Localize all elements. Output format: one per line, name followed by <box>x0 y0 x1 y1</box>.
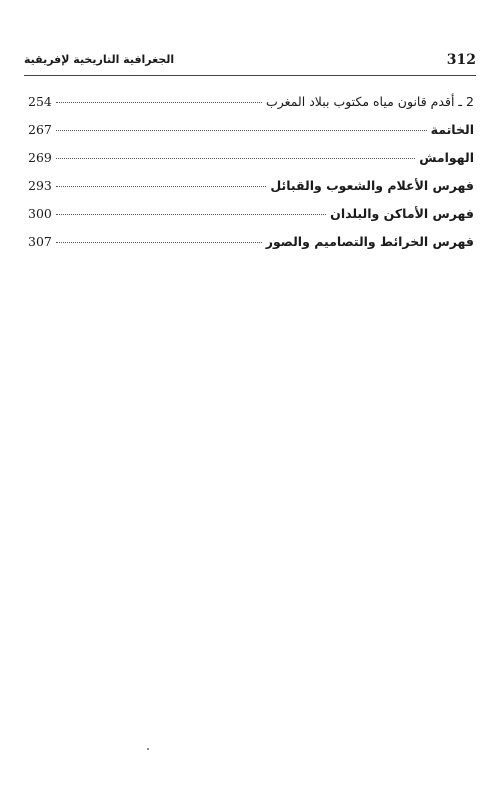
toc-entry-title: الهوامش <box>419 150 474 165</box>
running-title: الجغرافية التاريخية لإفريقية <box>24 53 175 66</box>
toc-entry <box>28 94 474 122</box>
toc-entry-title: الخاتمة <box>430 122 474 137</box>
header-rule <box>24 75 476 76</box>
toc-entry-title: فهرس الأعلام والشعوب والقبائل <box>270 178 474 193</box>
toc-entry <box>28 206 474 234</box>
toc-entry <box>28 150 474 178</box>
page-header <box>24 52 476 76</box>
dot-leader <box>56 130 427 131</box>
toc-entry-page: 254 <box>28 94 52 109</box>
dot-leader <box>56 186 267 187</box>
dot-leader <box>56 102 262 103</box>
toc-entry-title: فهرس الأماكن والبلدان <box>330 206 474 221</box>
dot-leader <box>56 214 326 215</box>
table-of-contents <box>28 94 474 262</box>
toc-entry <box>28 234 474 262</box>
toc-entry-page: 307 <box>28 234 52 249</box>
toc-entry-title: فهرس الخرائط والتصاميم والصور <box>265 234 474 249</box>
toc-entry <box>28 178 474 206</box>
dot-leader <box>56 242 262 243</box>
page-number: 312 <box>446 52 476 68</box>
ink-speck <box>147 748 149 750</box>
dot-leader <box>56 158 415 159</box>
toc-entry <box>28 122 474 150</box>
toc-entry-page: 269 <box>28 150 52 165</box>
toc-entry-page: 267 <box>28 122 52 137</box>
toc-entry-page: 300 <box>28 206 52 221</box>
toc-entry-title: 2 ـ أقدم قانون مياه مكتوب ببلاد المغرب <box>266 94 474 109</box>
toc-entry-page: 293 <box>28 178 52 193</box>
